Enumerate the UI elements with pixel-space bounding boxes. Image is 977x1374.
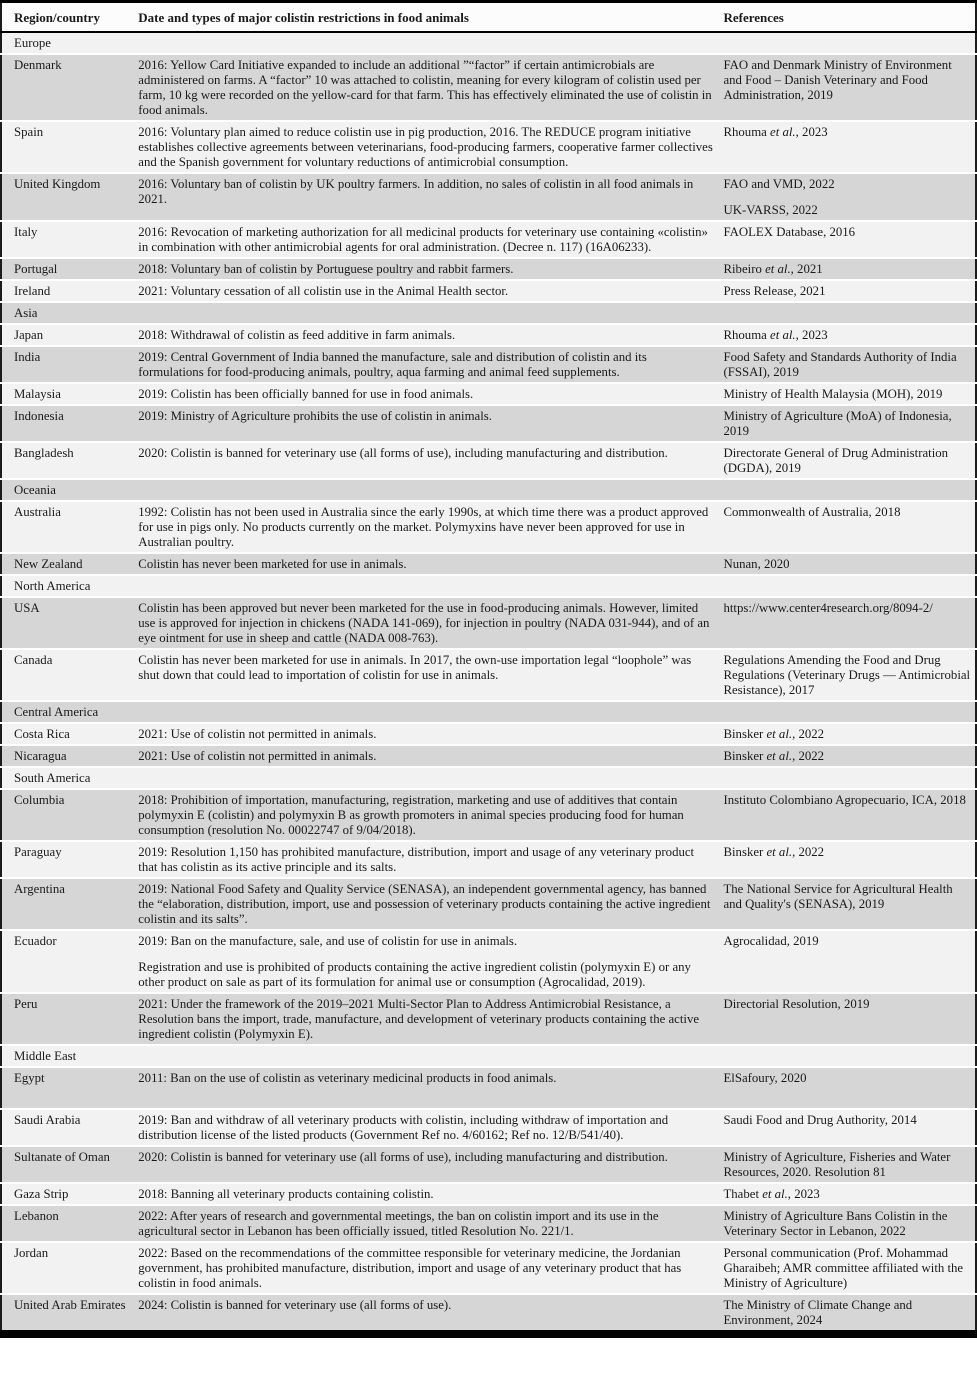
restriction-paragraph: Colistin has never been marketed for use in animals. — [138, 556, 407, 571]
country-cell: United Kingdom — [14, 176, 101, 191]
references-cell — [723, 324, 976, 346]
restriction-paragraph: 2019: Resolution 1,150 has prohibited manufacture, distribution, import and usage of any veterinary product that has colistin as its active principle and its salts. — [138, 844, 695, 874]
references-cell — [723, 280, 976, 302]
restriction-cell — [138, 789, 723, 841]
reference-item: FAO and Denmark Ministry of Environment and Food – Danish Veterinary and Food Administration, 2019 — [723, 57, 952, 102]
references-cell — [723, 1067, 976, 1109]
country-row — [1, 442, 976, 479]
restriction-paragraph: 2024: Colistin is banned for veterinary use (all forms of use). — [138, 1297, 452, 1312]
country-row — [1, 221, 976, 258]
reference-item: The Ministry of Climate Change and Environment, 2024 — [723, 1297, 913, 1327]
restriction-cell — [138, 1242, 723, 1294]
reference-item: Binsker et al., 2022 — [723, 748, 825, 763]
reference-item: Rhouma et al., 2023 — [723, 327, 828, 342]
country-row — [1, 878, 976, 930]
reference-item: Regulations Amending the Food and Drug Regulations (Veterinary Drugs — Antimicrobial Resistance), 2017 — [723, 652, 971, 697]
country-cell: Bangladesh — [14, 445, 74, 460]
reference-item: Press Release, 2021 — [723, 283, 826, 298]
country-cell: Columbia — [14, 792, 65, 807]
country-cell: Italy — [14, 224, 38, 239]
reference-item: UK-VARSS, 2022 — [723, 202, 818, 217]
section-row — [1, 302, 976, 324]
references-cell — [723, 841, 976, 878]
country-row — [1, 258, 976, 280]
reference-item: https://www.center4research.org/8094-2/ — [723, 600, 933, 615]
references-cell — [723, 597, 976, 649]
section-label: Middle East — [14, 1048, 77, 1063]
country-row — [1, 280, 976, 302]
section-label: Oceania — [14, 482, 56, 497]
restriction-cell — [138, 280, 723, 302]
restriction-cell — [138, 723, 723, 745]
section-row — [1, 479, 976, 501]
restriction-paragraph: 2016: Voluntary plan aimed to reduce colistin use in pig production, 2016. The REDUCE program initiative establishes collective agreements between veterinarians, food-producing farmers, cooperative farmer collectives and the Spanish government for voluntary reductions of antimicrobial consumption. — [138, 124, 713, 169]
country-cell: Gaza Strip — [14, 1186, 69, 1201]
section-label: Asia — [14, 305, 38, 320]
country-row — [1, 597, 976, 649]
header-restrictions: Date and types of major colistin restrictions in food animals — [138, 10, 469, 25]
reference-item: Ministry of Agriculture (MoA) of Indonesia, 2019 — [723, 408, 952, 438]
restriction-paragraph: Colistin has never been marketed for use in animals. In 2017, the own-use importation legal “loophole” was shut down that could lead to importation of colistin for use in animals. — [138, 652, 692, 682]
restriction-paragraph: 2016: Yellow Card Initiative expanded to include an additional ”“factor” if certain antimicrobials are administered on farms. A “factor” 10 was attached to colistin, meaning for every kilogram of colistin used per farm, 10 kg were recorded on the yellow-card for that farm. This has effectively eliminated the use of colistin in food animals. — [138, 57, 712, 117]
reference-item: Ministry of Agriculture Bans Colistin in the Veterinary Sector in Lebanon, 2022 — [723, 1208, 948, 1238]
country-cell: Spain — [14, 124, 44, 139]
country-row — [1, 54, 976, 121]
restriction-paragraph: 2019: National Food Safety and Quality Service (SENASA), an independent governmental agency, has banned the “elaboration, distribution, import, use and possession of veterinary products containing the active ingredient colistin and its salts”. — [138, 881, 711, 926]
country-cell: Australia — [14, 504, 61, 519]
country-cell: Ireland — [14, 283, 51, 298]
references-cell — [723, 405, 976, 442]
country-row — [1, 745, 976, 767]
reference-item: Nunan, 2020 — [723, 556, 790, 571]
section-row — [1, 32, 976, 54]
restriction-paragraph: 2021: Use of colistin not permitted in animals. — [138, 748, 377, 763]
restriction-cell — [138, 597, 723, 649]
restriction-paragraph: 2019: Ban on the manufacture, sale, and use of colistin for use in animals. — [138, 933, 518, 948]
country-cell: Portugal — [14, 261, 58, 276]
reference-item: The National Service for Agricultural Health and Quality's (SENASA), 2019 — [723, 881, 953, 911]
country-cell: India — [14, 349, 41, 364]
header-region-country: Region/country — [14, 10, 100, 25]
et-al: et al. — [762, 1186, 788, 1201]
country-cell: Saudi Arabia — [14, 1112, 81, 1127]
references-cell — [723, 1205, 976, 1242]
reference-item: Ribeiro et al., 2021 — [723, 261, 823, 276]
references-cell — [723, 173, 976, 221]
restriction-paragraph: 2018: Banning all veterinary products containing colistin. — [138, 1186, 434, 1201]
country-cell: Paraguay — [14, 844, 62, 859]
restriction-cell — [138, 324, 723, 346]
restriction-cell — [138, 501, 723, 553]
reference-item: Saudi Food and Drug Authority, 2014 — [723, 1112, 917, 1127]
header-row — [1, 2, 976, 33]
restriction-paragraph: 2020: Colistin is banned for veterinary use (all forms of use), including manufacturing and distribution. — [138, 1149, 668, 1164]
reference-item: Commonwealth of Australia, 2018 — [723, 504, 901, 519]
country-row — [1, 1205, 976, 1242]
restriction-paragraph: 2021: Voluntary cessation of all colistin use in the Animal Health sector. — [138, 283, 509, 298]
references-cell — [723, 878, 976, 930]
table-header — [1, 2, 976, 33]
reference-item: Thabet et al., 2023 — [723, 1186, 820, 1201]
country-row — [1, 930, 976, 993]
references-cell — [723, 1183, 976, 1205]
et-al: et al. — [770, 124, 796, 139]
section-label: South America — [14, 770, 91, 785]
section-row — [1, 1045, 976, 1067]
country-row — [1, 1067, 976, 1109]
restriction-cell — [138, 1146, 723, 1183]
restriction-cell — [138, 841, 723, 878]
restriction-cell — [138, 1109, 723, 1146]
reference-item: Binsker et al., 2022 — [723, 844, 825, 859]
reference-item: Ministry of Agriculture, Fisheries and Water Resources, 2020. Resolution 81 — [723, 1149, 951, 1179]
references-cell — [723, 649, 976, 701]
country-cell: Indonesia — [14, 408, 64, 423]
country-row — [1, 789, 976, 841]
restriction-paragraph: 2011: Ban on the use of colistin as veterinary medicinal products in food animals. — [138, 1070, 557, 1085]
references-cell — [723, 930, 976, 993]
reference-item: Agrocalidad, 2019 — [723, 933, 819, 948]
reference-item: ElSafoury, 2020 — [723, 1070, 807, 1085]
restriction-paragraph: 2018: Withdrawal of colistin as feed additive in farm animals. — [138, 327, 456, 342]
references-cell — [723, 1242, 976, 1294]
restriction-paragraph: 2022: Based on the recommendations of the committee responsible for veterinary medicine, the Jordanian government, has prohibited manufacture, distribution, import and usage of any veterinary product that has colistin in food animals. — [138, 1245, 682, 1290]
restriction-paragraph: 2019: Central Government of India banned the manufacture, sale and distribution of colistin and its formulations for food-producing animals, poultry, aqua farming and animal feed supplements. — [138, 349, 647, 379]
restriction-paragraph: 2022: After years of research and governmental meetings, the ban on colistin import and its use in the agricultural sector in Lebanon has been officially issued, titled Resolution No. 221/1. — [138, 1208, 659, 1238]
restriction-paragraph: 2018: Prohibition of importation, manufacturing, registration, marketing and use of additives that contain polymyxin E (colistin) and polymyxin B as growth promoters in animal species producing food for human consumption (resolution No. 00022747 of 9/04/2018). — [138, 792, 684, 837]
country-row — [1, 1109, 976, 1146]
restriction-paragraph: 2019: Ban and withdraw of all veterinary products with colistin, including withdraw of importation and distribution license of the listed products (Government Ref no. 4/60162; Ref no. 12/B/541/40). — [138, 1112, 669, 1142]
references-cell — [723, 383, 976, 405]
country-row — [1, 1242, 976, 1294]
restriction-cell — [138, 173, 723, 221]
restriction-cell — [138, 930, 723, 993]
restriction-paragraph: Registration and use is prohibited of products containing the active ingredient colistin (polymyxin E) or any other product on sale as part of its formulation for animal use or consumption (Agrocalidad, 2019). — [138, 959, 691, 989]
country-cell: Ecuador — [14, 933, 57, 948]
restriction-paragraph: Colistin has been approved but never been marketed for the use in food-producing animals. However, limited use is approved for injection in chickens (NADA 141-069), for injection in poultry (NADA 031-944), and of an eye ointment for use in sheep and cattle (NADA 008-763). — [138, 600, 710, 645]
references-cell — [723, 789, 976, 841]
reference-item: Instituto Colombiano Agropecuario, ICA, 2018 — [723, 792, 966, 807]
restriction-paragraph: 2019: Colistin has been officially banned for use in food animals. — [138, 386, 474, 401]
country-row — [1, 553, 976, 575]
country-cell: Argentina — [14, 881, 65, 896]
references-cell — [723, 1294, 976, 1334]
reference-item: Ministry of Health Malaysia (MOH), 2019 — [723, 386, 943, 401]
header-references: References — [723, 10, 784, 25]
country-cell: Egypt — [14, 1070, 45, 1085]
country-row — [1, 501, 976, 553]
restriction-paragraph: 2020: Colistin is banned for veterinary use (all forms of use), including manufacturing and distribution. — [138, 445, 668, 460]
country-cell: Canada — [14, 652, 53, 667]
country-row — [1, 841, 976, 878]
references-cell — [723, 258, 976, 280]
country-cell: Malaysia — [14, 386, 61, 401]
references-cell — [723, 501, 976, 553]
restriction-cell — [138, 553, 723, 575]
restriction-paragraph: 2016: Voluntary ban of colistin by UK poultry farmers. In addition, no sales of colistin in all food animals in 2021. — [138, 176, 694, 206]
restriction-cell — [138, 383, 723, 405]
reference-item: Rhouma et al., 2023 — [723, 124, 828, 139]
restriction-cell — [138, 649, 723, 701]
restriction-cell — [138, 346, 723, 383]
country-row — [1, 1146, 976, 1183]
restriction-cell — [138, 221, 723, 258]
restriction-cell — [138, 258, 723, 280]
section-label: Europe — [14, 35, 51, 50]
references-cell — [723, 54, 976, 121]
restriction-cell — [138, 121, 723, 173]
restriction-cell — [138, 1183, 723, 1205]
restriction-paragraph: 2021: Use of colistin not permitted in animals. — [138, 726, 377, 741]
country-cell: Peru — [14, 996, 38, 1011]
references-cell — [723, 1109, 976, 1146]
restriction-cell — [138, 405, 723, 442]
et-al: et al. — [765, 261, 791, 276]
restriction-cell — [138, 878, 723, 930]
section-label: North America — [14, 578, 91, 593]
reference-item: Directorial Resolution, 2019 — [723, 996, 870, 1011]
country-cell: Jordan — [14, 1245, 49, 1260]
reference-item: Binsker et al., 2022 — [723, 726, 825, 741]
restriction-cell — [138, 442, 723, 479]
country-cell: United Arab Emirates — [14, 1297, 126, 1312]
restriction-paragraph: 2021: Under the framework of the 2019–2021 Multi-Sector Plan to Address Antimicrobial Resistance, a Resolution bans the import, trade, manufacture, and development of veterinary products containing the active ingredient colistin (Polymyxin E). — [138, 996, 700, 1041]
et-al: et al. — [766, 726, 793, 741]
et-al: et al. — [770, 327, 796, 342]
restriction-cell — [138, 1067, 723, 1109]
country-row — [1, 173, 976, 221]
restriction-paragraph: 2018: Voluntary ban of colistin by Portuguese poultry and rabbit farmers. — [138, 261, 514, 276]
et-al: et al. — [766, 844, 793, 859]
country-cell: Sultanate of Oman — [14, 1149, 110, 1164]
country-row — [1, 1294, 976, 1334]
reference-item: FAOLEX Database, 2016 — [723, 224, 856, 239]
section-row — [1, 701, 976, 723]
country-cell: Costa Rica — [14, 726, 70, 741]
restriction-cell — [138, 1294, 723, 1334]
section-row — [1, 767, 976, 789]
reference-item: Personal communication (Prof. Mohammad Gharaibeh; AMR committee affiliated with the Ministry of Agriculture) — [723, 1245, 964, 1290]
country-cell: USA — [14, 600, 40, 615]
references-cell — [723, 121, 976, 173]
country-cell: New Zealand — [14, 556, 83, 571]
restriction-cell — [138, 1205, 723, 1242]
restriction-cell — [138, 993, 723, 1045]
reference-item: Food Safety and Standards Authority of India (FSSAI), 2019 — [723, 349, 957, 379]
restriction-cell — [138, 745, 723, 767]
country-cell: Denmark — [14, 57, 62, 72]
country-row — [1, 121, 976, 173]
reference-item: Directorate General of Drug Administration (DGDA), 2019 — [723, 445, 949, 475]
country-row — [1, 649, 976, 701]
restriction-paragraph: 2016: Revocation of marketing authorization for all medicinal products for veterinary use containing «colistin» in combination with other antimicrobial agents for oral administration. (Decree n. 117) (16A06233). — [138, 224, 708, 254]
et-al: et al. — [766, 748, 793, 763]
references-cell — [723, 993, 976, 1045]
references-cell — [723, 553, 976, 575]
references-cell — [723, 1146, 976, 1183]
country-row — [1, 1183, 976, 1205]
reference-item: FAO and VMD, 2022 — [723, 176, 835, 191]
table-body — [1, 32, 976, 1334]
restriction-paragraph: 2019: Ministry of Agriculture prohibits the use of colistin in animals. — [138, 408, 492, 423]
references-cell — [723, 723, 976, 745]
references-cell — [723, 346, 976, 383]
country-cell: Nicaragua — [14, 748, 67, 763]
country-cell: Lebanon — [14, 1208, 59, 1223]
restriction-paragraph: 1992: Colistin has not been used in Australia since the early 1990s, at which time there was a product approved for use in pigs only. No products currently on the market. Polymyxins have never been approved for use in Australian poultry. — [138, 504, 709, 549]
country-row — [1, 383, 976, 405]
country-row — [1, 324, 976, 346]
country-cell: Japan — [14, 327, 44, 342]
references-cell — [723, 745, 976, 767]
country-row — [1, 346, 976, 383]
country-row — [1, 993, 976, 1045]
references-cell — [723, 442, 976, 479]
country-row — [1, 723, 976, 745]
restriction-cell — [138, 54, 723, 121]
section-row — [1, 575, 976, 597]
country-row — [1, 405, 976, 442]
section-label: Central America — [14, 704, 99, 719]
references-cell — [723, 221, 976, 258]
